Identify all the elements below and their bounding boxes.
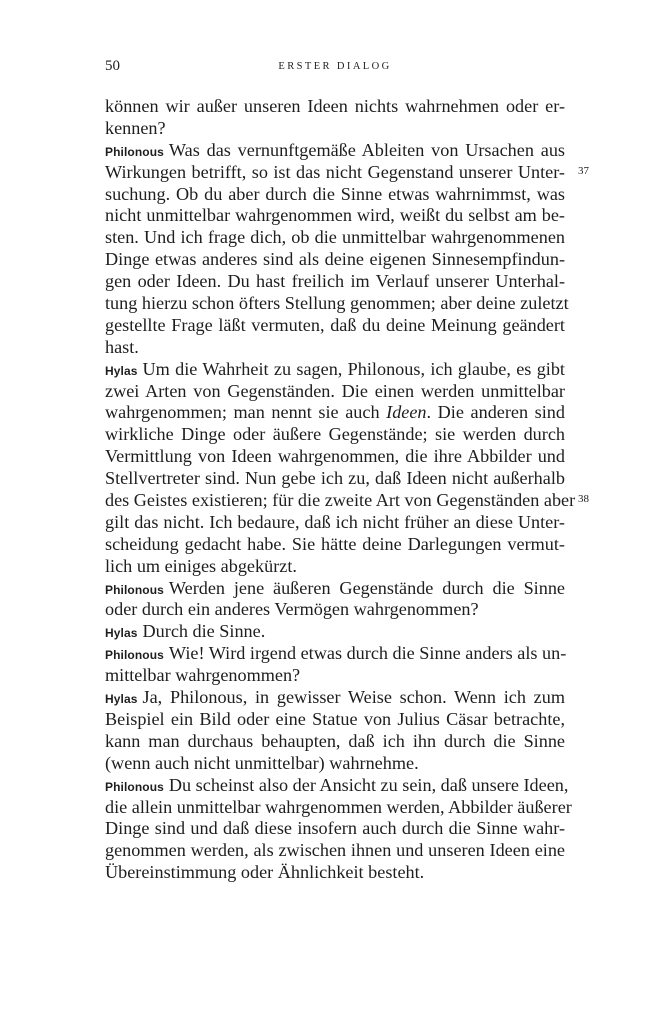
- line-text: gilt das nicht. Ich bedaure, daß ich nicht früher an diese Unter-: [105, 511, 565, 532]
- line-text: nicht unmittelbar wahrgenommen wird, weißt du selbst am be-: [105, 205, 565, 226]
- line-text: hast.: [105, 336, 139, 357]
- speaker-label: Philonous: [105, 144, 164, 159]
- text-line: [105, 665, 565, 687]
- line-text: sten. Und ich frage dich, ob die unmittelbar wahrgenommenen: [105, 227, 565, 248]
- text-line: [105, 424, 565, 446]
- line-text: lich um einiges abgekürzt.: [105, 555, 297, 576]
- text-line: [105, 249, 565, 271]
- line-text: zwei Arten von Gegenständen. Die einen werden unmittelbar: [105, 380, 565, 401]
- line-text: Durch die Sinne.: [142, 621, 266, 642]
- line-text: gen oder Ideen. Du hast freilich im Verlauf unserer Unterhal-: [105, 271, 565, 292]
- line-text: Du scheinst also der Ansicht zu sein, daß unsere Ideen,: [168, 774, 569, 795]
- speaker-label: Philonous: [105, 779, 164, 794]
- line-text: die allein unmittelbar wahrgenommen werden, Abbilder äußerer: [105, 796, 572, 817]
- text-line: [105, 840, 565, 862]
- text-line: [105, 359, 565, 381]
- text-line: [105, 862, 565, 884]
- text-line: [105, 271, 565, 293]
- text-line: [105, 599, 565, 621]
- text-line: [105, 468, 565, 490]
- line-text: Ja, Philonous, in gewisser Weise schon. Wenn ich zum: [142, 687, 565, 708]
- line-text: scheidung gedacht habe. Sie hätte deine Darlegungen vermut-: [105, 533, 565, 554]
- text-line: [105, 381, 565, 403]
- line-text: Werden jene äußeren Gegenstände durch die Sinne: [168, 577, 565, 598]
- line-text: Was das vernunftgemäße Ableiten von Ursachen aus: [168, 139, 565, 160]
- text-line: [105, 337, 565, 359]
- line-text: Stellvertreter sind. Nun gebe ich zu, daß Ideen nicht außerhalb: [105, 468, 565, 489]
- italic-term: Ideen: [386, 402, 427, 423]
- text-line: [105, 556, 565, 578]
- page-header: [105, 58, 565, 82]
- line-text: genommen werden, als zwischen ihnen und unseren Ideen eine: [105, 840, 565, 861]
- text-line: [105, 315, 565, 337]
- line-text: . Die anderen sind: [426, 402, 565, 423]
- text-line: [105, 753, 565, 775]
- text-line: [105, 687, 565, 709]
- line-text: Dinge etwas anderes sind als deine eigenen Sinnesempfindun-: [105, 249, 565, 270]
- line-text: Übereinstimmung oder Ähnlichkeit besteht.: [105, 862, 425, 883]
- speaker-label: Hylas: [105, 626, 138, 641]
- text-line: [105, 118, 565, 140]
- text-line: [105, 534, 565, 556]
- line-text: kennen?: [105, 117, 166, 138]
- speaker-label: Hylas: [105, 363, 138, 378]
- text-line: [105, 621, 565, 643]
- text-line: [105, 446, 565, 468]
- margin-line-number: 37: [578, 165, 589, 177]
- line-text: können wir außer unseren Ideen nichts wahrnehmen oder er-: [105, 96, 565, 116]
- text-line: [105, 709, 565, 731]
- text-line: [105, 512, 565, 534]
- line-text: Wirkungen betrifft, so ist das nicht Gegenstand unserer Unter-: [105, 161, 565, 182]
- line-text: Um die Wahrheit zu sagen, Philonous, ich glaube, es gibt: [142, 358, 565, 379]
- line-text: Dinge sind und daß diese insofern auch durch die Sinne wahr-: [105, 818, 565, 839]
- text-line: [105, 205, 565, 227]
- speaker-label: Philonous: [105, 648, 164, 663]
- speaker-label: Hylas: [105, 692, 138, 707]
- line-text: Beispiel ein Bild oder eine Statue von Julius Cäsar betrachte,: [105, 708, 565, 729]
- line-text: (wenn auch nicht unmittelbar) wahrnehme.: [105, 752, 419, 773]
- margin-line-number: 38: [578, 493, 589, 505]
- text-line: [105, 490, 576, 512]
- text-line: [105, 643, 565, 665]
- page-number: 50: [105, 58, 120, 74]
- running-head: ERSTER DIALOG: [278, 61, 392, 72]
- line-text: Vermittlung von Ideen wahrgenommen, die ihre Abbilder und: [105, 446, 565, 467]
- line-text: Wie! Wird irgend etwas durch die Sinne anders als un-: [168, 643, 567, 664]
- line-text: mittelbar wahrgenommen?: [105, 665, 301, 686]
- text-line: [105, 96, 565, 118]
- text-line: [105, 184, 565, 206]
- text-line: [105, 162, 565, 184]
- text-line: [105, 796, 572, 819]
- line-text: suchung. Ob du aber durch die Sinne etwas wahrnimmst, was: [105, 183, 565, 204]
- line-text: wirkliche Dinge oder äußere Gegenstände; sie werden durch: [105, 424, 565, 445]
- line-text: gestellte Frage läßt vermuten, daß du deine Meinung geändert: [105, 314, 565, 335]
- text-line: [105, 402, 565, 424]
- text-line: [105, 578, 565, 600]
- line-text: tung hierzu schon öfters Stellung genommen; aber deine zuletzt: [105, 293, 569, 314]
- text-line: [105, 731, 565, 753]
- text-line: [105, 293, 569, 315]
- text-line: [105, 774, 569, 797]
- line-text: des Geistes existieren; für die zweite Art von Gegenständen aber: [105, 490, 576, 511]
- text-line: [105, 140, 565, 162]
- line-text: oder durch ein anderes Vermögen wahrgenommen?: [105, 599, 479, 620]
- text-line: [105, 818, 565, 840]
- text-line: [105, 227, 565, 249]
- line-text: wahrgenommen; man nennt sie auch: [105, 402, 387, 423]
- line-text: kann man durchaus behaupten, daß ich ihn durch die Sinne: [105, 730, 565, 751]
- dialog-text: [105, 96, 576, 884]
- speaker-label: Philonous: [105, 582, 164, 597]
